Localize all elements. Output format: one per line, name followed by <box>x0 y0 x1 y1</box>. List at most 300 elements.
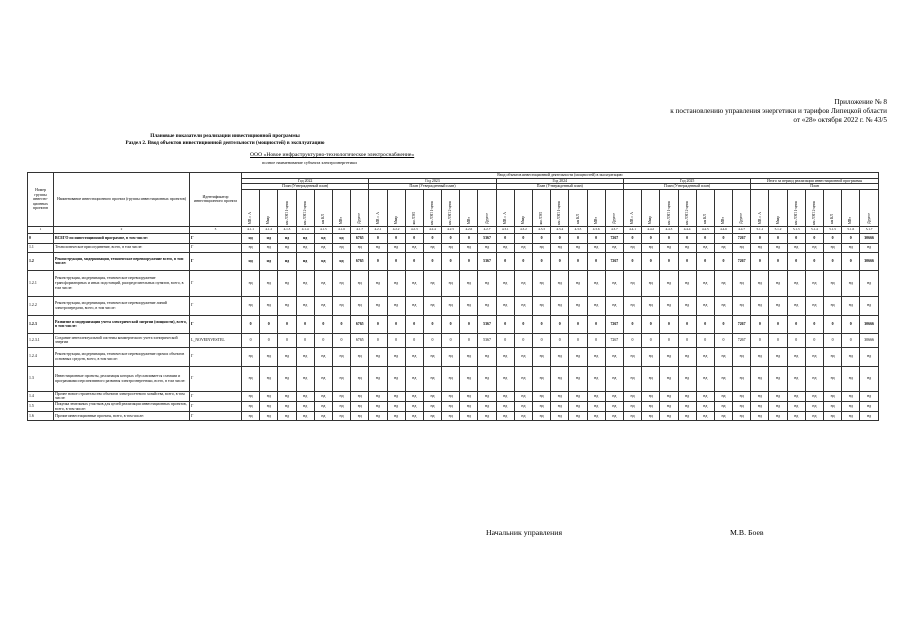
row-value: нд <box>478 366 496 391</box>
row-value: 0 <box>533 233 551 243</box>
row-value: 0 <box>332 315 350 333</box>
row-value: 0 <box>587 333 605 347</box>
row-value: нд <box>405 391 423 401</box>
column-number: 4.3.5 <box>569 226 587 233</box>
column-number: 4.3.1 <box>496 226 514 233</box>
row-value: нд <box>842 270 860 296</box>
row-value: нд <box>314 347 332 366</box>
table-row <box>28 333 879 347</box>
row-value: нд <box>314 366 332 391</box>
unit-header: км ЛЭП 1-цепн <box>660 189 678 226</box>
row-value: нд <box>332 347 350 366</box>
row-value: нд <box>242 347 260 366</box>
row-value: нд <box>787 243 805 252</box>
row-value: 7267 <box>605 333 623 347</box>
row-value: 0 <box>514 252 532 270</box>
row-value: нд <box>551 391 569 401</box>
row-identifier: Г <box>190 391 242 401</box>
column-number: 5.1.1 <box>751 226 769 233</box>
row-value: нд <box>423 401 441 411</box>
row-value: нд <box>369 270 387 296</box>
row-name: Создание интеллектуальной системы коммерческого учета электрической энергии <box>54 333 190 347</box>
header-plan-2023: План (Утвержденный план) <box>369 184 496 190</box>
unit-header: км КЛ <box>824 189 842 226</box>
row-value: нд <box>533 243 551 252</box>
row-value: 30666 <box>860 333 878 347</box>
row-value: нд <box>660 296 678 315</box>
row-number: 0 <box>28 233 54 243</box>
row-value: нд <box>860 391 878 401</box>
row-value: 7267 <box>605 233 623 243</box>
row-value: нд <box>260 296 278 315</box>
unit-header: МВ×А <box>242 189 260 226</box>
row-value: 0 <box>696 252 714 270</box>
row-value: нд <box>660 412 678 421</box>
row-value: 0 <box>642 233 660 243</box>
row-value: нд <box>314 243 332 252</box>
row-value: 0 <box>769 315 787 333</box>
row-value: нд <box>242 401 260 411</box>
row-value: 0 <box>369 333 387 347</box>
row-value: 0 <box>460 333 478 347</box>
row-value: нд <box>587 401 605 411</box>
row-value: нд <box>496 296 514 315</box>
row-value: нд <box>405 347 423 366</box>
row-value: нд <box>805 412 823 421</box>
unit-header: МВ×А <box>623 189 641 226</box>
row-value: нд <box>278 233 296 243</box>
row-value: нд <box>278 401 296 411</box>
row-value: нд <box>605 401 623 411</box>
row-value: нд <box>605 391 623 401</box>
row-value: нд <box>423 412 441 421</box>
row-value: нд <box>551 401 569 411</box>
row-value: нд <box>442 401 460 411</box>
row-value: нд <box>242 233 260 243</box>
row-value: нд <box>569 391 587 401</box>
row-value: 0 <box>678 233 696 243</box>
row-value: нд <box>369 347 387 366</box>
row-value: 0 <box>769 252 787 270</box>
unit-header: Другое <box>351 189 369 226</box>
row-value: 0 <box>551 315 569 333</box>
row-value: нд <box>387 296 405 315</box>
row-value: 0 <box>751 233 769 243</box>
row-value: 0 <box>296 315 314 333</box>
row-value: нд <box>623 243 641 252</box>
table-row <box>28 296 879 315</box>
table-row <box>28 315 879 333</box>
row-value: 0 <box>514 315 532 333</box>
row-value: нд <box>460 366 478 391</box>
row-value: 0 <box>405 252 423 270</box>
row-value: нд <box>533 366 551 391</box>
row-value: нд <box>805 366 823 391</box>
row-value: нд <box>460 391 478 401</box>
row-value: нд <box>623 391 641 401</box>
column-number: 4.2.6 <box>460 226 478 233</box>
row-value: нд <box>733 347 751 366</box>
unit-header: Мвар <box>642 189 660 226</box>
row-value: 0 <box>642 315 660 333</box>
row-identifier: Г <box>190 233 242 243</box>
unit-header: МВ×А <box>751 189 769 226</box>
row-value: нд <box>260 412 278 421</box>
row-value: нд <box>423 243 441 252</box>
row-value: нд <box>696 412 714 421</box>
row-value: 7267 <box>733 315 751 333</box>
row-value: нд <box>423 391 441 401</box>
header-total: Итого за период реализации инвестиционной программы <box>751 178 879 184</box>
row-value: нд <box>769 296 787 315</box>
row-value: нд <box>605 412 623 421</box>
row-value: 0 <box>569 233 587 243</box>
row-value: нд <box>423 296 441 315</box>
row-value: нд <box>442 366 460 391</box>
unit-header: МВ×А <box>369 189 387 226</box>
row-value: 0 <box>314 333 332 347</box>
appendix-decree: к постановлению управления энергетики и тарифов Липецкой области <box>670 107 887 115</box>
column-number: 4.2.7 <box>478 226 496 233</box>
row-value: 0 <box>642 333 660 347</box>
row-value: нд <box>278 270 296 296</box>
column-number: 5.1.5 <box>824 226 842 233</box>
row-value: нд <box>642 270 660 296</box>
row-value: 0 <box>551 233 569 243</box>
header-year-2022: Год 2022 <box>242 178 369 184</box>
column-number: 4.1.5 <box>314 226 332 233</box>
row-value: нд <box>514 391 532 401</box>
appendix-title: Приложение № 8 <box>834 98 887 106</box>
row-value: нд <box>569 401 587 411</box>
row-value: нд <box>860 243 878 252</box>
row-value: нд <box>496 412 514 421</box>
row-value: нд <box>351 243 369 252</box>
unit-header: км ЛЭП 2-цепн <box>678 189 696 226</box>
row-value: нд <box>860 412 878 421</box>
row-value: нд <box>442 347 460 366</box>
row-value: 0 <box>660 252 678 270</box>
unit-header: км ЛЭП 2-цепн <box>442 189 460 226</box>
organization-note: полное наименование субъекта электроэнергетики <box>262 160 357 165</box>
row-value: нд <box>514 412 532 421</box>
row-value: нд <box>442 296 460 315</box>
column-number: 3 <box>190 226 242 233</box>
row-value: нд <box>405 296 423 315</box>
row-value: нд <box>824 270 842 296</box>
row-value: нд <box>787 391 805 401</box>
column-number: 5.1.4 <box>805 226 823 233</box>
row-value: нд <box>423 270 441 296</box>
column-number: 4.3.2 <box>514 226 532 233</box>
column-number: 5.1.6 <box>842 226 860 233</box>
row-value: нд <box>751 391 769 401</box>
row-value: 7267 <box>733 333 751 347</box>
row-value: нд <box>787 296 805 315</box>
row-value: нд <box>678 391 696 401</box>
column-number: 2 <box>54 226 190 233</box>
row-value: нд <box>551 296 569 315</box>
row-value: 0 <box>805 333 823 347</box>
row-value: нд <box>751 401 769 411</box>
row-value: 0 <box>714 233 732 243</box>
row-value: 0 <box>842 333 860 347</box>
row-value: 0 <box>551 333 569 347</box>
row-value: 7267 <box>733 233 751 243</box>
column-number: 4.3.4 <box>551 226 569 233</box>
row-value: 0 <box>314 315 332 333</box>
column-number: 4.1.2 <box>260 226 278 233</box>
row-value: 0 <box>533 252 551 270</box>
row-value: нд <box>678 296 696 315</box>
column-number: 4.4.5 <box>696 226 714 233</box>
row-value: нд <box>623 401 641 411</box>
row-value: нд <box>696 270 714 296</box>
row-value: нд <box>260 252 278 270</box>
row-value: нд <box>242 391 260 401</box>
row-value: 0 <box>260 315 278 333</box>
row-value: 0 <box>696 233 714 243</box>
row-value: 0 <box>442 315 460 333</box>
row-value: нд <box>605 270 623 296</box>
row-number: 1.6 <box>28 412 54 421</box>
column-number: 4.1.3 <box>278 226 296 233</box>
unit-header: Другое <box>860 189 878 226</box>
row-number: 1.2.3 <box>28 315 54 333</box>
column-number: 4.2.5 <box>442 226 460 233</box>
row-value: 0 <box>496 233 514 243</box>
row-value: нд <box>533 347 551 366</box>
row-value: нд <box>678 412 696 421</box>
row-value: нд <box>860 347 878 366</box>
unit-header: Другое <box>605 189 623 226</box>
row-number: 1.2.4 <box>28 347 54 366</box>
row-value: нд <box>551 366 569 391</box>
row-value: 0 <box>824 333 842 347</box>
row-value: нд <box>351 347 369 366</box>
row-value: 0 <box>387 315 405 333</box>
row-value: нд <box>278 366 296 391</box>
row-value: нд <box>369 296 387 315</box>
row-value: нд <box>696 366 714 391</box>
row-value: нд <box>514 366 532 391</box>
row-value: 0 <box>623 252 641 270</box>
row-value: нд <box>387 270 405 296</box>
row-value: нд <box>533 401 551 411</box>
row-value: нд <box>351 296 369 315</box>
row-value: нд <box>587 391 605 401</box>
column-number: 4.3.6 <box>587 226 605 233</box>
row-value: нд <box>496 270 514 296</box>
column-number: 4.1.6 <box>332 226 350 233</box>
column-number: 4.1.4 <box>296 226 314 233</box>
unit-header: Другое <box>478 189 496 226</box>
row-value: нд <box>805 243 823 252</box>
row-value: 0 <box>551 252 569 270</box>
row-value: нд <box>696 296 714 315</box>
table-row <box>28 233 879 243</box>
row-value: нд <box>623 347 641 366</box>
row-value: нд <box>296 296 314 315</box>
row-value: нд <box>478 347 496 366</box>
unit-header: км ЛЭП 1-цепн <box>787 189 805 226</box>
row-value: нд <box>605 366 623 391</box>
row-value: 7267 <box>605 252 623 270</box>
row-value: 0 <box>787 333 805 347</box>
row-value: нд <box>805 391 823 401</box>
row-value: нд <box>642 412 660 421</box>
row-number: 1.2.3.1 <box>28 333 54 347</box>
row-value: нд <box>296 270 314 296</box>
row-value: 0 <box>569 315 587 333</box>
row-value: нд <box>551 347 569 366</box>
row-value: нд <box>569 243 587 252</box>
row-value: 0 <box>405 233 423 243</box>
row-value: нд <box>460 243 478 252</box>
row-value: нд <box>660 366 678 391</box>
column-number: 4.2.2 <box>387 226 405 233</box>
row-value: 0 <box>332 333 350 347</box>
row-value: нд <box>660 401 678 411</box>
unit-header: МВт <box>587 189 605 226</box>
row-value: нд <box>405 401 423 411</box>
row-value: нд <box>332 391 350 401</box>
row-value: нд <box>533 391 551 401</box>
row-value: 5367 <box>478 233 496 243</box>
row-value: 0 <box>678 315 696 333</box>
row-value: нд <box>260 391 278 401</box>
row-number: 1.4 <box>28 391 54 401</box>
row-value: нд <box>714 412 732 421</box>
row-value: нд <box>769 391 787 401</box>
column-number: 5.1.2 <box>769 226 787 233</box>
row-value: нд <box>296 401 314 411</box>
row-value: нд <box>460 401 478 411</box>
unit-header: км КЛ <box>696 189 714 226</box>
header-plan-2022: План (Утвержденный план) <box>242 184 369 190</box>
header-year-2025: Год 2025 <box>623 178 750 184</box>
row-value: нд <box>660 270 678 296</box>
row-value: 0 <box>496 315 514 333</box>
row-value: нд <box>860 366 878 391</box>
row-value: нд <box>842 412 860 421</box>
row-value: нд <box>660 347 678 366</box>
row-value: нд <box>714 243 732 252</box>
row-value: нд <box>623 296 641 315</box>
column-number: 4.2.4 <box>423 226 441 233</box>
header-commissioning: Ввод объектов инвестиционной деятельности (мощностей) в эксплуатацию <box>242 173 879 179</box>
row-value: нд <box>751 296 769 315</box>
row-value: нд <box>605 243 623 252</box>
row-value: 0 <box>842 233 860 243</box>
row-value: нд <box>842 391 860 401</box>
row-value: 0 <box>824 252 842 270</box>
row-value: 0 <box>242 315 260 333</box>
row-value: нд <box>642 347 660 366</box>
row-number: 1.5 <box>28 401 54 411</box>
row-value: нд <box>551 270 569 296</box>
row-value: 0 <box>278 315 296 333</box>
row-value: нд <box>551 412 569 421</box>
row-value: 0 <box>405 333 423 347</box>
table-row <box>28 412 879 421</box>
table-row <box>28 270 879 296</box>
row-value: 0 <box>369 315 387 333</box>
row-value: 30666 <box>860 233 878 243</box>
row-value: 6765 <box>351 252 369 270</box>
row-number: 1.2 <box>28 252 54 270</box>
row-value: нд <box>351 366 369 391</box>
row-value: нд <box>805 401 823 411</box>
row-value: нд <box>369 401 387 411</box>
row-value: нд <box>623 366 641 391</box>
row-value: нд <box>369 243 387 252</box>
row-value: нд <box>769 270 787 296</box>
column-number: 4.3.3 <box>533 226 551 233</box>
row-value: нд <box>514 401 532 411</box>
row-value: нд <box>787 412 805 421</box>
row-value: нд <box>369 412 387 421</box>
row-value: 30666 <box>860 315 878 333</box>
row-value: нд <box>478 412 496 421</box>
appendix-block <box>670 98 887 125</box>
row-value: 0 <box>842 315 860 333</box>
column-number: 5.1.3 <box>787 226 805 233</box>
row-value: нд <box>351 412 369 421</box>
row-value: нд <box>842 347 860 366</box>
row-value: нд <box>714 270 732 296</box>
row-name: Прочие инвестиционные проекты, всего, в том числе: <box>54 412 190 421</box>
row-value: 0 <box>405 315 423 333</box>
row-value: нд <box>569 270 587 296</box>
row-value: нд <box>460 270 478 296</box>
row-value: нд <box>351 391 369 401</box>
row-value: нд <box>260 270 278 296</box>
header-year-2023: Год 2023 <box>369 178 496 184</box>
row-value: нд <box>696 391 714 401</box>
row-value: нд <box>514 296 532 315</box>
row-value: нд <box>733 412 751 421</box>
row-value: нд <box>332 270 350 296</box>
row-value: нд <box>642 243 660 252</box>
row-value: нд <box>460 347 478 366</box>
row-value: нд <box>278 412 296 421</box>
row-value: нд <box>587 270 605 296</box>
row-identifier: Г <box>190 243 242 252</box>
row-value: 0 <box>769 333 787 347</box>
row-value: 0 <box>678 252 696 270</box>
row-value: нд <box>478 401 496 411</box>
row-value: нд <box>314 412 332 421</box>
row-value: 0 <box>496 333 514 347</box>
row-value: нд <box>278 296 296 315</box>
column-number: 4.4.3 <box>660 226 678 233</box>
row-value: нд <box>351 270 369 296</box>
row-value: 0 <box>696 333 714 347</box>
row-number: 1.2.1 <box>28 270 54 296</box>
unit-header: км ЛЭП 2-цепн <box>805 189 823 226</box>
row-value: нд <box>769 366 787 391</box>
column-number: 4.3.7 <box>605 226 623 233</box>
row-value: нд <box>260 366 278 391</box>
row-value: 5367 <box>478 333 496 347</box>
row-value: нд <box>642 391 660 401</box>
row-value: нд <box>678 347 696 366</box>
row-value: нд <box>296 233 314 243</box>
row-value: нд <box>387 347 405 366</box>
row-value: нд <box>278 252 296 270</box>
header-plan-total: План <box>751 184 879 190</box>
